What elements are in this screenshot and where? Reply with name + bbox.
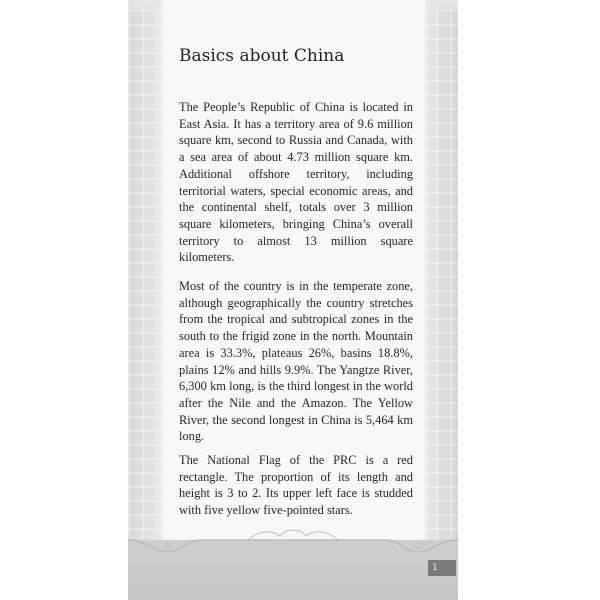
- paragraph-geography: Most of the country is in the temperate zone, although geographically the country stretches from the tropical and subtropical zones in the south to the frigid zone in the north. Mountain area is 33.3%, plateaus 26%, basins 18.8%, plains 12% and hills 9.9%. The Yangtze River, 6,300 km long, is the third longest in the world after the Nile and the Amazon. The Yellow River, the second longest in China is 5,464 km long.: [179, 279, 413, 444]
- cloud-motif-decoration: [128, 522, 458, 562]
- paragraph-territory: The People’s Republic of China is located in East Asia. It has a territory area of 9.6 million square km, second to Russia and Canada, with a sea area of about 4.73 million square km. Additional offshore territory, including territorial waters, special economic areas, and the continental shelf, totals over 3 million square kilometers, bringing China’s overall territory to almost 13 million square kilometers.: [179, 100, 413, 265]
- page-number: 1: [428, 560, 456, 576]
- paragraph-flag: The National Flag of the PRC is a red rectangle. The proportion of its length and height is 3 to 2. Its upper left face is studded with five yellow five-pointed stars.: [179, 453, 413, 518]
- page-title: Basics about China: [179, 46, 345, 66]
- book-page: [128, 0, 458, 600]
